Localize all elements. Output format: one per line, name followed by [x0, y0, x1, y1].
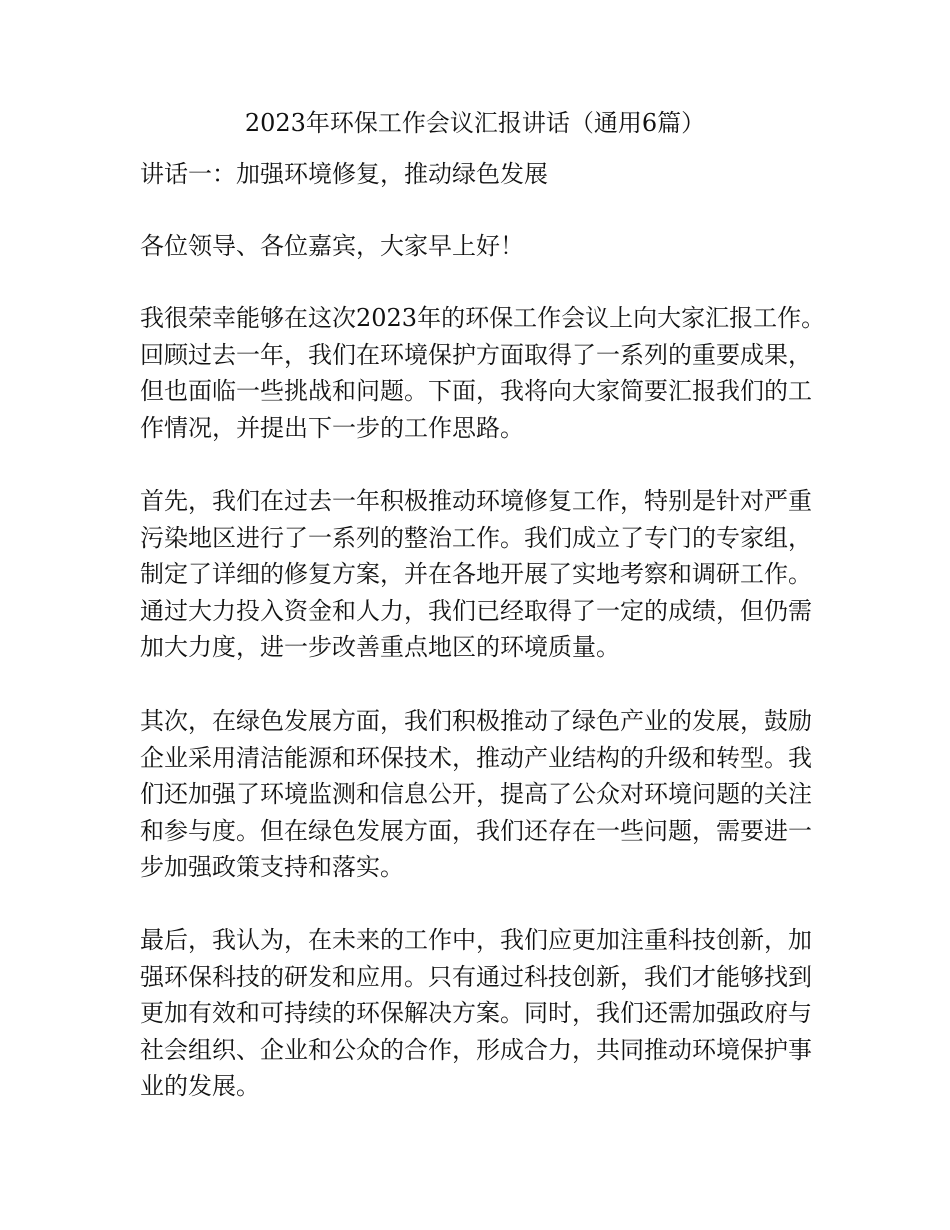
- document-title: 2023年环保工作会议汇报讲话（通用6篇）: [244, 109, 706, 137]
- paragraph-second: 其次，在绿色发展方面，我们积极推动了绿色产业的发展，鼓励企业采用清洁能源和环保技术，推动产业结构的升级和转型。我们还加强了环境监测和信息公开，提高了公众对环境问题的关注和参与度。但在绿色发展方面，我们还存在一些问题，需要进一步加强政策支持和落实。: [140, 707, 812, 881]
- paragraph-last: 最后，我认为，在未来的工作中，我们应更加注重科技创新，加强环保科技的研发和应用。只有通过科技创新，我们才能够找到更加有效和可持续的环保解决方案。同时，我们还需加强政府与社会组织、企业和公众的合作，形成合力，共同推动环境保护事业的发展。: [140, 926, 812, 1100]
- paragraph-intro: 我很荣幸能够在这次2023年的环保工作会议上向大家汇报工作。回顾过去一年，我们在环境保护方面取得了一系列的重要成果，但也面临一些挑战和问题。下面，我将向大家简要汇报我们的工作情况，并提出下一步的工作思路。: [140, 304, 826, 442]
- section-heading: 讲话一：加强环境修复，推动绿色发展: [140, 160, 548, 188]
- paragraph-greeting: 各位领导、各位嘉宾，大家早上好！: [140, 232, 524, 260]
- paragraph-first: 首先，我们在过去一年积极推动环境修复工作，特别是针对严重污染地区进行了一系列的整治工作。我们成立了专门的专家组，制定了详细的修复方案，并在各地开展了实地考察和调研工作。通过大力投入资金和人力，我们已经取得了一定的成绩，但仍需加大力度，进一步改善重点地区的环境质量。: [140, 487, 812, 661]
